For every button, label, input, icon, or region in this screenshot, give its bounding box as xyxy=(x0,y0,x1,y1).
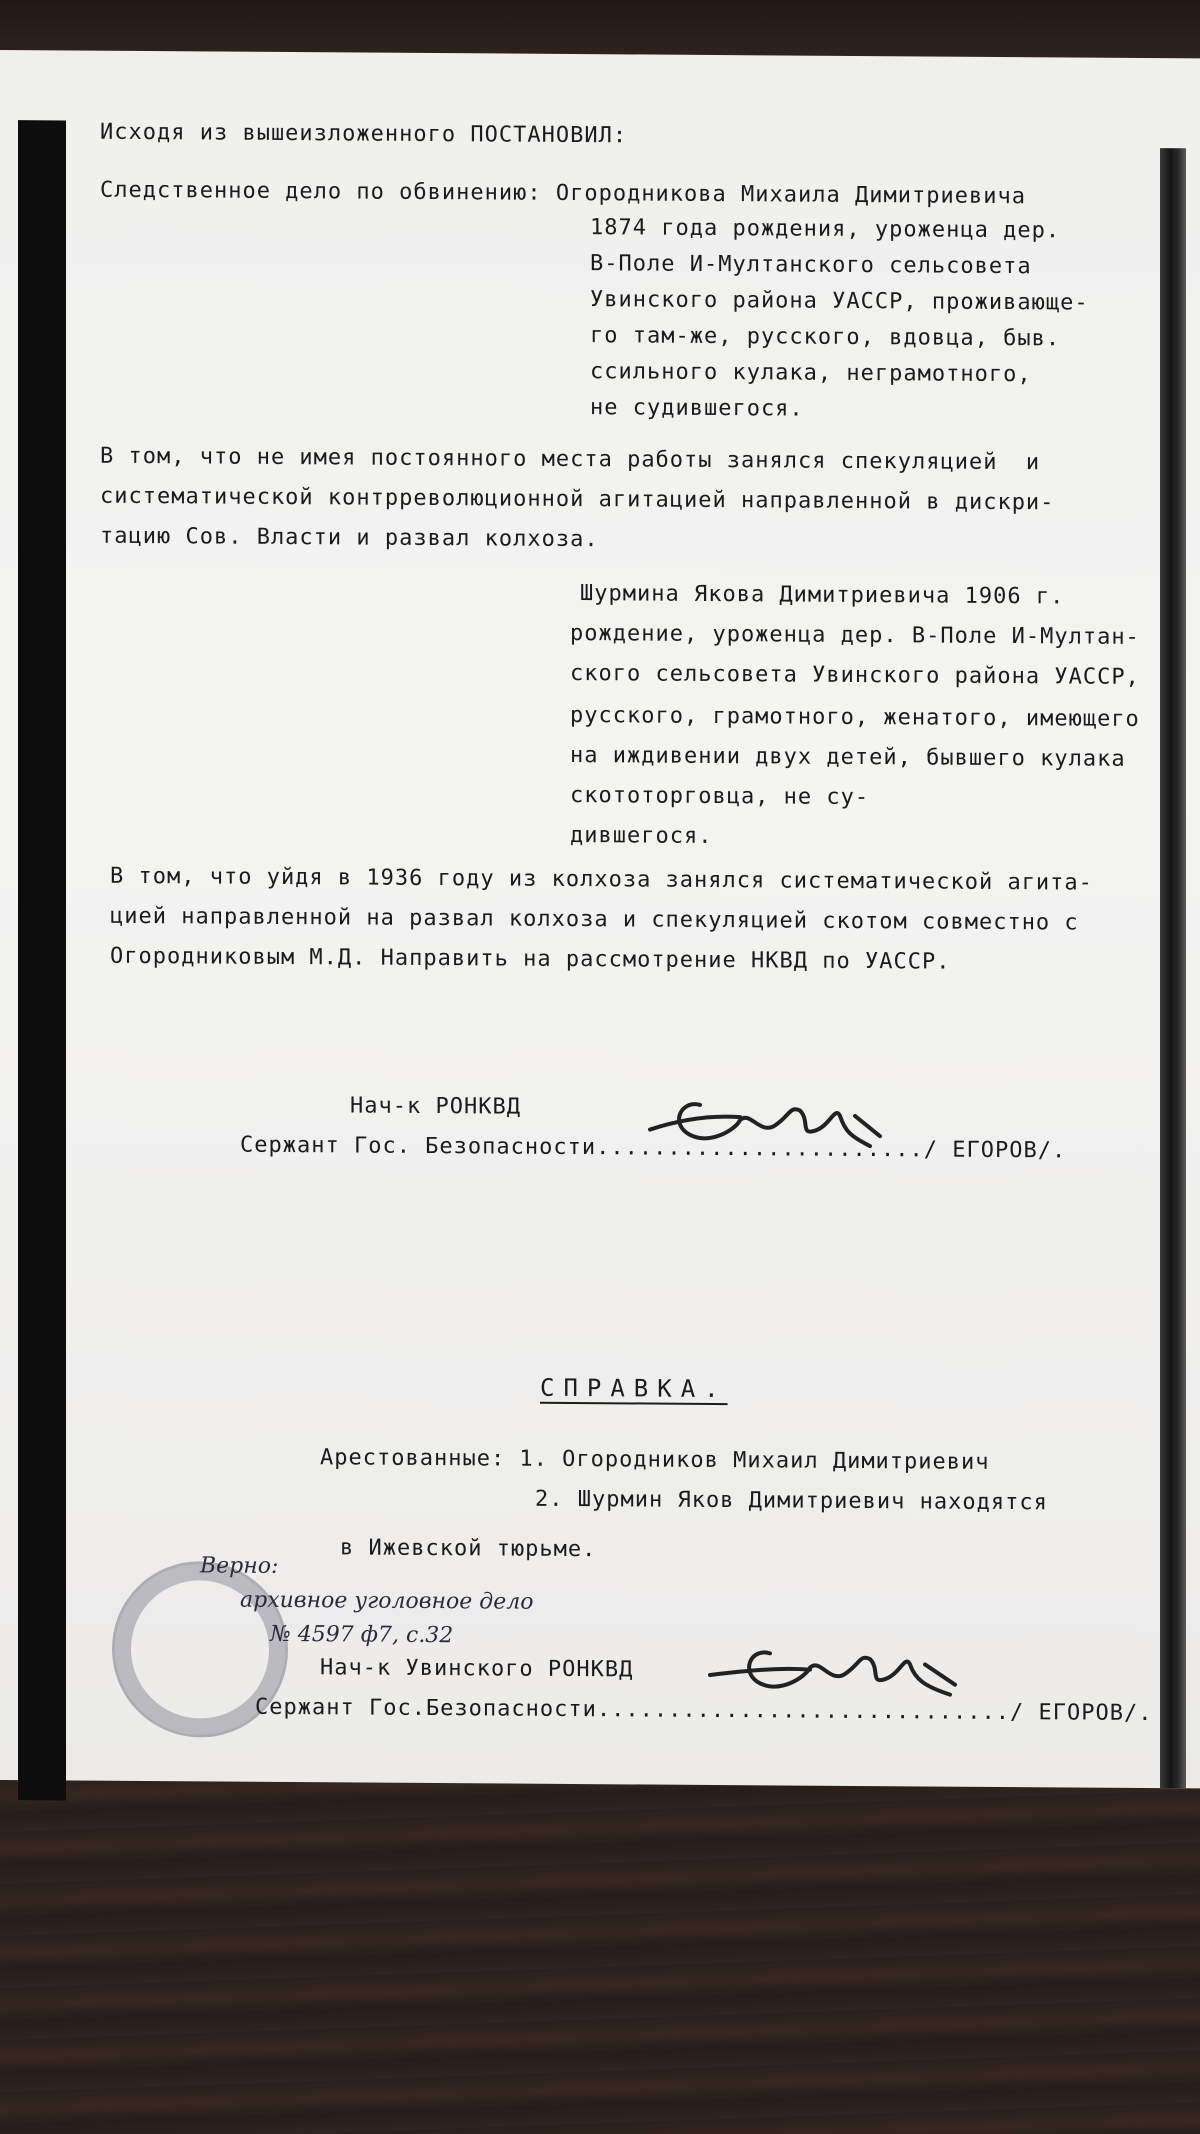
case-accused-2-line-7: дившегося. xyxy=(570,822,713,849)
charge-2-line-3: Огородниковым М.Д. Направить на рассмотрение НКВД по УАССР. xyxy=(110,943,951,975)
scan-edge-right xyxy=(1160,148,1186,1788)
case-accused-2-line-6: скототорговца, не су- xyxy=(570,782,870,811)
signature-1 xyxy=(640,1074,900,1166)
case-accused-1-line-5: го там-же, русского, вдовца, быв. xyxy=(590,323,1061,352)
case-accused-1-line-7: не судившегося. xyxy=(590,395,804,422)
case-accused-2-line-2: рождение, уроженца дер. В-Поле И-Мултан- xyxy=(570,620,1140,650)
case-accused-2-line-5: на иждивении двух детей, бывшего кулака xyxy=(570,742,1126,772)
signatory-1-rank-name: Сержант Гос. Безопасности......................./ ЕГОРОВ/. xyxy=(240,1132,1067,1164)
handwritten-note-2: архивное уголовное дело xyxy=(240,1587,534,1615)
case-accused-2-line-3: ского сельсовета Увинского района УАССР, xyxy=(570,660,1140,690)
case-accused-1-line-2: 1874 года рождения, уроженца дер. xyxy=(590,215,1061,244)
signatory-1-title: Нач-к РОНКВД xyxy=(350,1093,521,1120)
signature-2 xyxy=(700,1625,980,1717)
case-accused-1-line-3: В-Поле И-Мултанского сельсовета xyxy=(590,251,1032,280)
document-sheet xyxy=(0,50,1200,1788)
case-accused-1-line-1: Следственное дело по обвинению: Огородникова Михаила Димитриевича xyxy=(100,177,1026,210)
charge-2-line-1: В том, что уйдя в 1936 году из колхоза занялся систематической агита- xyxy=(110,863,1093,896)
certificate-title: СПРАВКА. xyxy=(540,1373,728,1404)
case-accused-2-line-4: русского, грамотного, женатого, имеющего xyxy=(570,702,1140,732)
charge-1-line-3: тацию Сов. Власти и развал колхоза. xyxy=(100,523,599,553)
wooden-table xyxy=(0,1780,1200,2134)
handwritten-note-3: № 4597 ф7, с.32 xyxy=(270,1621,454,1649)
handwritten-note-1: Верно: xyxy=(200,1553,279,1579)
resolution-heading: Исходя из вышеизложенного ПОСТАНОВИЛ: xyxy=(100,119,628,149)
case-accused-1-line-6: ссильного кулака, неграмотного, xyxy=(590,359,1032,388)
signatory-2-title: Нач-к Увинского РОНКВД xyxy=(320,1655,634,1683)
charge-2-line-2: цией направленной на развал колхоза и спекуляцией скотом совместно с xyxy=(110,903,1079,936)
case-accused-1-line-4: Увинского района УАССР, проживающе- xyxy=(590,287,1089,316)
arrested-line-2: 2. Шурмин Яков Димитриевич находятся xyxy=(535,1486,1048,1516)
signatory-2-rank-name: Сержант Гос.Безопасности............................./ ЕГОРОВ/. xyxy=(255,1694,1153,1727)
arrested-line-1: Арестованные: 1. Огородников Михаил Димитриевич xyxy=(320,1445,990,1475)
charge-1-line-1: В том, что не имея постоянного места работы занялся спекуляцией и xyxy=(100,443,1041,476)
arrested-location: в Ижевской тюрьме. xyxy=(340,1535,597,1563)
case-accused-2-line-1: Шурмина Якова Димитриевича 1906 г. xyxy=(580,581,1065,610)
scan-edge-left xyxy=(18,120,66,1800)
charge-1-line-2: систематической контрреволюционной агитацией направленной в дискри- xyxy=(100,483,1055,516)
